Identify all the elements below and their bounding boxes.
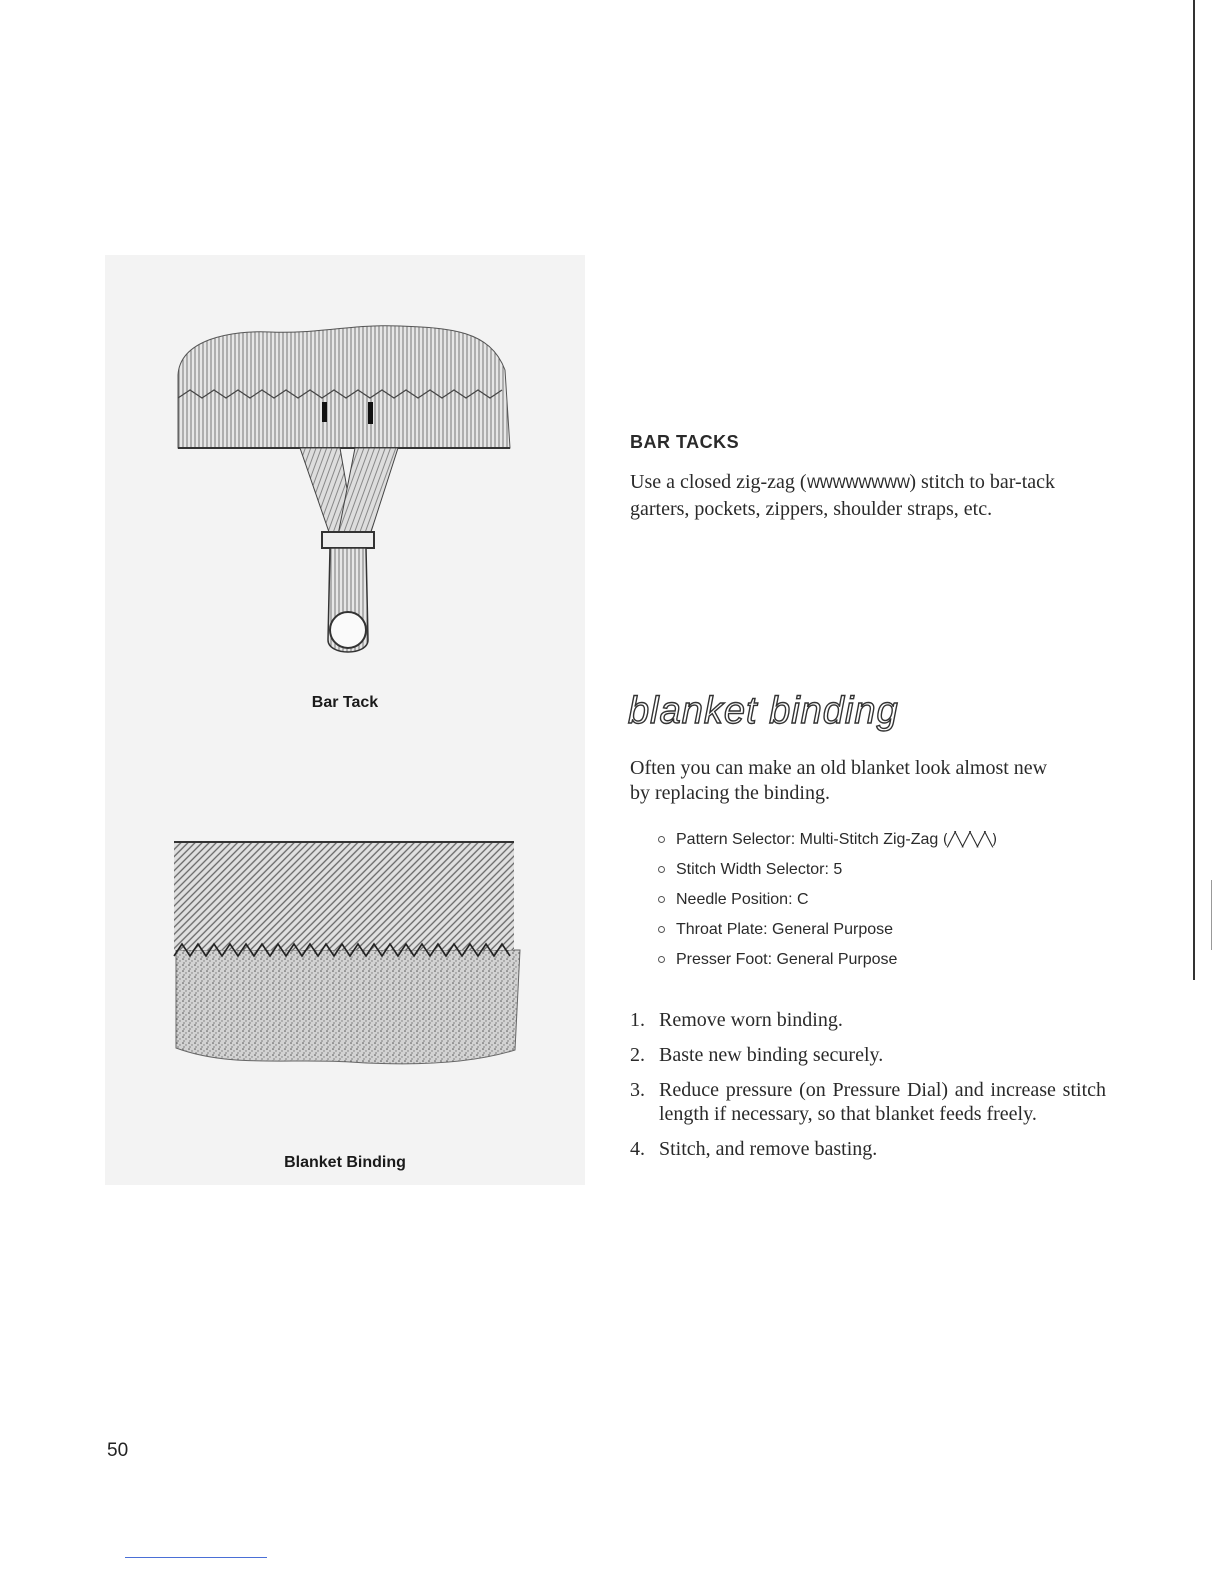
bullet-icon <box>658 866 665 873</box>
page-edge-mark <box>1211 880 1212 950</box>
step-item: 1. Remove worn binding. <box>630 1009 843 1031</box>
setting-presser-foot: Presser Foot: General Purpose <box>658 950 996 980</box>
machine-settings-list <box>658 830 996 980</box>
bullet-icon <box>658 896 665 903</box>
bottom-rule <box>125 1557 267 1558</box>
instruction-steps <box>630 1008 1106 1172</box>
step-item: 2. Baste new binding securely. <box>630 1044 884 1066</box>
bar-tack-illustration <box>170 320 520 665</box>
blanket-binding-caption: Blanket Binding <box>284 1154 406 1171</box>
closed-zigzag-glyph: WWWWWWWW <box>806 476 910 492</box>
bullet-icon <box>658 956 665 963</box>
blanket-binding-heading: blanket binding <box>628 690 899 732</box>
setting-stitch-width: Stitch Width Selector: 5 <box>658 860 996 890</box>
setting-needle-position: Needle Position: C <box>658 890 996 920</box>
multi-stitch-zigzag-glyph: (╱╲╱╲╱╲) <box>942 832 997 848</box>
bar-tacks-line-1: Use a closed zig-zag (WWWWWWWW) stitch to bar-tack <box>630 471 1055 493</box>
bar-tacks-line-2: garters, pockets, zippers, shoulder straps, etc. <box>630 498 993 520</box>
blanket-binding-illustration <box>170 838 526 1070</box>
bar-tacks-heading: BAR TACKS <box>630 432 740 452</box>
bullet-icon <box>658 926 665 933</box>
step-item: 3. Reduce pressure (on Pressure Dial) and increase stitch length if necessary, so that blanket feeds freely. <box>630 1079 1106 1125</box>
bar-tacks-text <box>630 470 1055 522</box>
setting-throat-plate: Throat Plate: General Purpose <box>658 920 996 950</box>
step-item: 4. Stitch, and remove basting. <box>630 1138 878 1160</box>
page-number: 50 <box>107 1440 129 1461</box>
blanket-binding-intro: Often you can make an old blanket look almost new by replacing the binding. <box>630 757 1048 804</box>
setting-pattern-selector: Pattern Selector: Multi-Stitch Zig-Zag (╱╲╱╲╱╲) <box>658 830 996 860</box>
page-edge-line <box>1193 0 1195 980</box>
bar-tack-caption: Bar Tack <box>311 694 379 711</box>
bullet-icon <box>658 836 665 843</box>
